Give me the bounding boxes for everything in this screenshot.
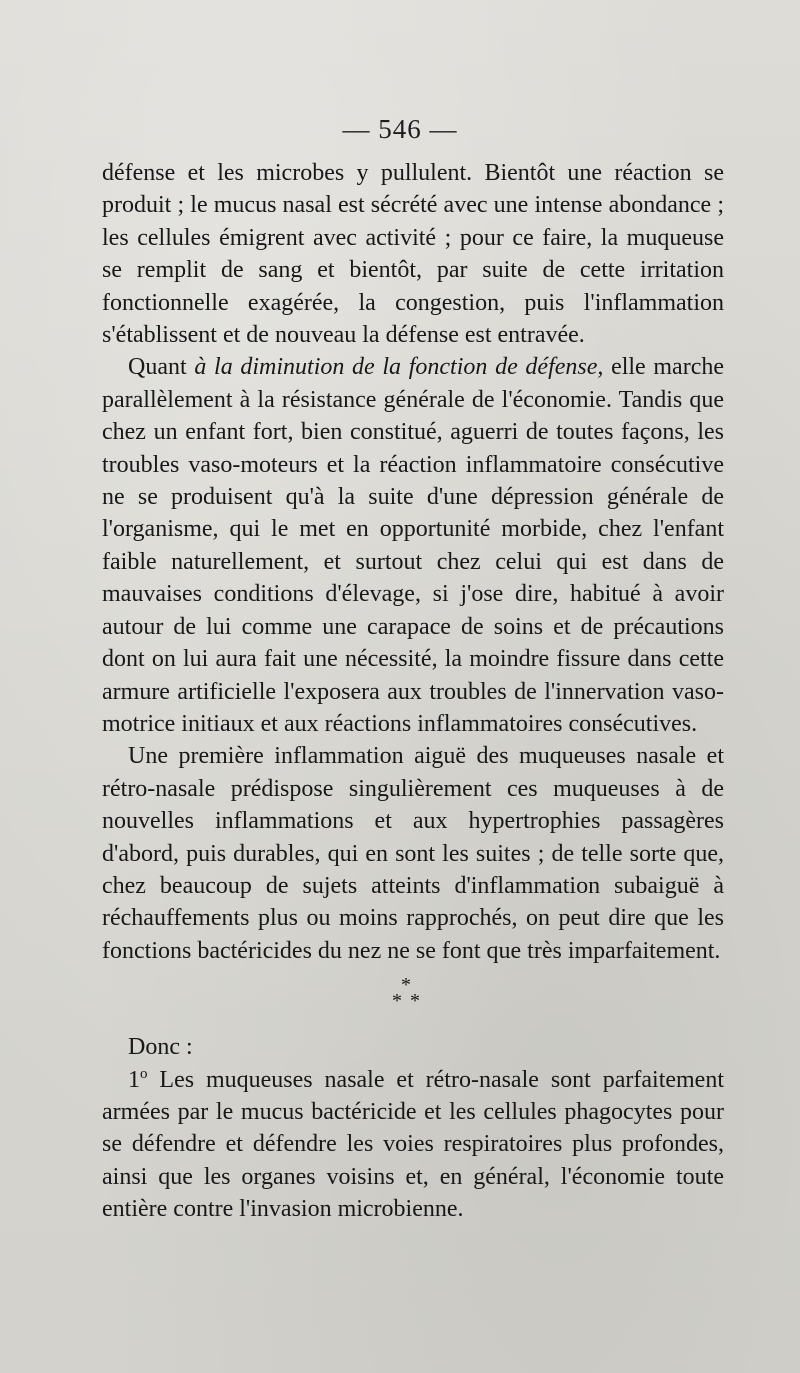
asterism-star: * [392,990,402,1013]
asterism-star: * [401,974,411,997]
paragraph-2-rest: elle marche parallèlement à la résistance générale de l'économie. Tandis que chez un enfant fort, bien constitué, aguerri de toutes façons, les troubles vaso-moteurs et la réaction inflammatoire consécutive ne se produisent qu'à la suite d'une dépression générale de l'organisme, qui le met en opportunité morbide, chez l'enfant faible naturellement, et surtout chez celui qui est dans de mauvaises conditions d'élevage, si j'ose dire, habitué à avoir autour de lui comme une carapace de soins et de précautions dont on lui aura fait une nécessité, la moindre fissure dans cette armure artificielle l'exposera aux troubles de l'innervation vaso-motrice initiaux et aux réactions inflammatoires consécutives. [102,354,725,737]
list-number: 1 [128,1066,140,1093]
conclusion-item-1 [102,1064,724,1226]
asterism-separator [102,967,724,1031]
paragraph-3: Une première inflammation aiguë des muqueuses nasale et rétro-nasale prédispose singulièrement ces muqueuses à de nouvelles inflammations et aux hypertrophies passagères d'abord, puis durables, qui en sont les suites ; de telle sorte que, chez beaucoup de sujets atteints d'inflammation subaiguë à réchauffements plus ou moins rapprochés, on peut dire que les fonctions bactéricides du nez ne se font que très imparfaitement. [102,743,724,964]
paragraph-1: défense et les microbes y pullulent. Bientôt une réaction se produit ; le mucus nasal est sécrété avec une intense abondance ; les cellules émigrent avec activité ; pour ce faire, la muqueuse se remplit de sang et bientôt, par suite de cette irritation fonctionnelle exagérée, la congestion, puis l'inflammation s'établissent et de nouveau la défense est entravée. [102,160,724,349]
body-text [102,157,724,1226]
conclusion-heading: Donc : [128,1034,193,1061]
paragraph-2-lead: Quant [128,354,195,381]
paragraph-2 [102,351,724,740]
page-number: — 546 — [342,114,458,144]
list-number-suffix: o [140,1065,148,1082]
list-item-text: Les muqueuses nasale et rétro-nasale sont parfaitement armées par le mucus bactéricide et les cellules phagocytes pour se défendre et défendre les voies respiratoires plus profondes, ainsi que les organes voisins et, en général, l'économie toute entière contre l'invasion microbienne. [102,1066,724,1223]
paragraph-2-emphasis: à la diminution de la fonction de défense, [194,354,604,381]
asterism-star: * [410,990,420,1013]
